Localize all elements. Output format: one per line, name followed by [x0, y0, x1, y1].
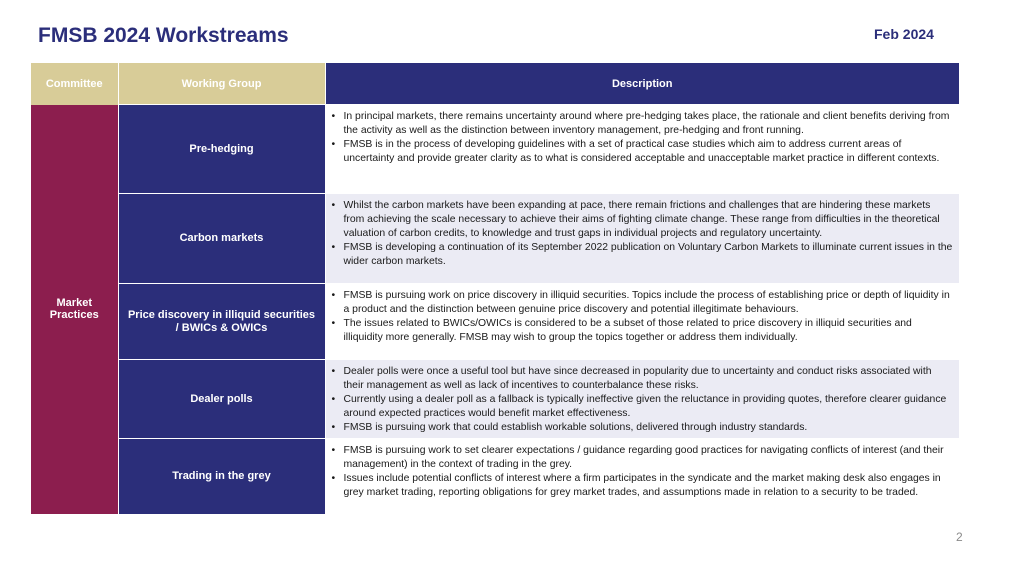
description-bullet: • FMSB is in the process of developing guidelines with a set of practical case studies which aim to address current areas of uncertainty and provide greater clarity as to what is considered acceptable and unacceptable market practice in different contexts. — [328, 138, 954, 166]
description-bullet: • FMSB is pursuing work on price discovery in illiquid securities. Topics include the process of establishing price or depth of liquidity in a product and the distinction between genuine price discovery and potential illegitimate behaviours. — [328, 289, 954, 317]
working-group-cell: Price discovery in illiquid securities / BWICs & OWICs — [118, 284, 325, 360]
working-group-cell: Pre-hedging — [118, 105, 325, 194]
description-cell — [325, 105, 959, 194]
description-bullet: • In principal markets, there remains uncertainty around where pre-hedging takes place, the rationale and client benefits deriving from the activity as well as the distinction between inventory management, pre-hedging and front running. — [328, 110, 954, 138]
description-column-header: Description — [325, 63, 959, 105]
description-cell — [325, 439, 959, 514]
description-cell — [325, 194, 959, 284]
working-group-cell: Carbon markets — [118, 194, 325, 284]
description-bullet: • The issues related to BWICs/OWICs is considered to be a subset of those related to price discovery in illiquid securities and illiquidity more generally. FMSB may wish to group the topics together or address them individually. — [328, 317, 954, 345]
description-bullet: • FMSB is developing a continuation of its September 2022 publication on Voluntary Carbon Markets to illuminate current issues in the wider carbon markets. — [328, 241, 954, 269]
working-group-cell: Dealer polls — [118, 360, 325, 439]
table-header-row — [31, 63, 959, 105]
table-row — [31, 284, 959, 360]
table-row — [31, 360, 959, 439]
working-group-column-header: Working Group — [118, 63, 325, 105]
description-cell — [325, 284, 959, 360]
description-bullet: • FMSB is pursuing work to set clearer expectations / guidance regarding good practices for navigating conflicts of interest (and their management) in the context of trading in the grey. — [328, 444, 954, 472]
page-title: FMSB 2024 Workstreams — [38, 24, 289, 47]
date-label: Feb 2024 — [874, 26, 934, 42]
description-cell — [325, 360, 959, 439]
description-bullet: • FMSB is pursuing work that could establish workable solutions, delivered through industry standards. — [328, 421, 954, 435]
workstreams-table — [31, 63, 959, 514]
table-row — [31, 194, 959, 284]
working-group-cell: Trading in the grey — [118, 439, 325, 514]
description-bullet: • Dealer polls were once a useful tool but have since decreased in popularity due to uncertainty and conduct risks associated with their management as well as lack of incentives to counterbalance these risks. — [328, 365, 954, 393]
committee-column-header: Committee — [31, 63, 118, 105]
table-row — [31, 105, 959, 194]
committee-cell: Market Practices — [31, 105, 118, 514]
table-row — [31, 439, 959, 514]
page-number: 2 — [956, 530, 963, 544]
description-bullet: • Currently using a dealer poll as a fallback is typically ineffective given the reluctance in providing quotes, therefore clearer guidance around expected practices would benefit market effectiveness. — [328, 393, 954, 421]
description-bullet: • Whilst the carbon markets have been expanding at pace, there remain frictions and challenges that are hindering these markets from achieving the scale necessary to achieve their aims of fighting climate change. These range from difficulties in the theoretical valuation of carbon credits, to knowledge and trust gaps in individual projects and regulatory uncertainty. — [328, 199, 954, 241]
description-bullet: • Issues include potential conflicts of interest where a firm participates in the syndicate and the market making desk also engages in grey market trading, reporting obligations for grey market trades, and assumptions made in relation to a security to be traded. — [328, 472, 954, 500]
